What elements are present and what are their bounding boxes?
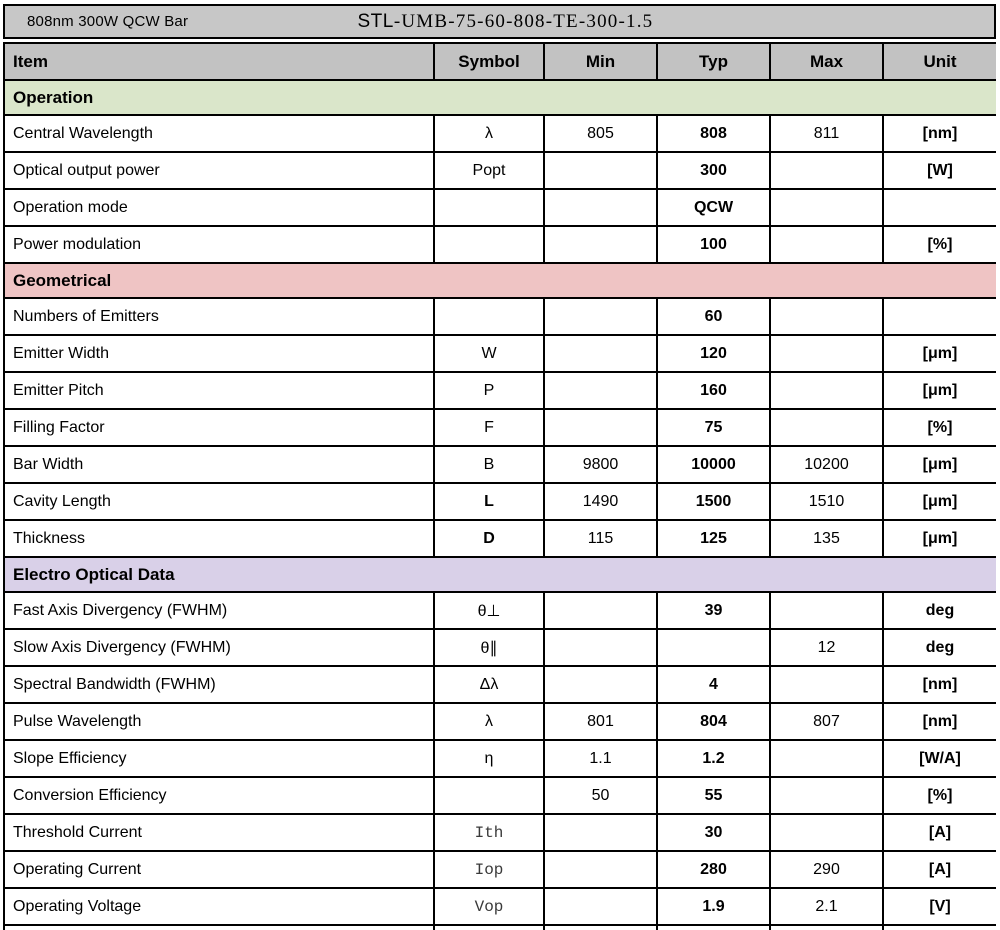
col-header-unit: Unit: [883, 43, 996, 80]
cell-max: 2.1: [770, 888, 883, 925]
cell-unit: [μm]: [883, 446, 996, 483]
section-label: Geometrical: [4, 263, 996, 298]
cell-typ: 1.9: [657, 888, 770, 925]
cell-item: Fast Axis Divergency (FWHM): [4, 592, 434, 629]
cell-symbol: Iop: [434, 851, 544, 888]
cell-symbol: Vop: [434, 888, 544, 925]
cell-unit: [μm]: [883, 372, 996, 409]
cell-typ: 280: [657, 851, 770, 888]
col-header-typ: Typ: [657, 43, 770, 80]
cell-symbol: [434, 777, 544, 814]
cell-min: [544, 814, 657, 851]
cell-max: [770, 189, 883, 226]
spec-row: [4, 335, 996, 372]
cell-symbol: Ith: [434, 814, 544, 851]
cell-unit: [883, 189, 996, 226]
cell-max: [770, 925, 883, 930]
cell-symbol: P: [434, 372, 544, 409]
cell-item: Cavity Length: [4, 483, 434, 520]
cell-typ: 808: [657, 115, 770, 152]
col-header-max: Max: [770, 43, 883, 80]
cell-min: [544, 335, 657, 372]
cell-typ: 39: [657, 592, 770, 629]
cell-symbol: Popt: [434, 152, 544, 189]
cell-unit: [883, 298, 996, 335]
cell-max: 12: [770, 629, 883, 666]
cell-typ: 1.2: [657, 740, 770, 777]
cell-max: 10200: [770, 446, 883, 483]
model-prefix: STL: [357, 10, 394, 32]
cell-min: 1490: [544, 483, 657, 520]
cell-symbol: W: [434, 335, 544, 372]
spec-row: [4, 483, 996, 520]
cell-typ: 120: [657, 335, 770, 372]
cell-typ: 160: [657, 372, 770, 409]
cell-item: Threshold Current: [4, 814, 434, 851]
spec-row: [4, 666, 996, 703]
cell-item: Pulse Wavelength: [4, 703, 434, 740]
cell-max: [770, 226, 883, 263]
cell-symbol: B: [434, 446, 544, 483]
cell-unit: deg: [883, 592, 996, 629]
cell-unit: [μm]: [883, 335, 996, 372]
cell-min: [544, 409, 657, 446]
cell-unit: [883, 925, 996, 930]
cell-typ: 60: [657, 298, 770, 335]
spec-table: [3, 42, 996, 930]
cell-max: [770, 335, 883, 372]
cell-min: [544, 152, 657, 189]
cell-symbol: D: [434, 520, 544, 557]
cell-symbol: [434, 298, 544, 335]
spec-row: [4, 777, 996, 814]
cell-unit: [nm]: [883, 703, 996, 740]
cell-item: Power modulation: [4, 226, 434, 263]
product-name: 808nm 300W QCW Bar: [27, 13, 189, 30]
cell-item: Filling Factor: [4, 409, 434, 446]
cell-typ: 100: [657, 226, 770, 263]
spec-row: [4, 372, 996, 409]
cell-min: [544, 925, 657, 930]
cell-max: 1510: [770, 483, 883, 520]
spec-row: [4, 592, 996, 629]
cell-unit: [A]: [883, 814, 996, 851]
cell-unit: [A]: [883, 851, 996, 888]
spec-row: [4, 888, 996, 925]
cell-symbol: [434, 925, 544, 930]
cell-max: [770, 814, 883, 851]
cell-unit: [W/A]: [883, 740, 996, 777]
cell-min: [544, 851, 657, 888]
cell-item: Optical output power: [4, 152, 434, 189]
model-number: [357, 11, 653, 33]
cell-symbol: η: [434, 740, 544, 777]
cell-typ: 125: [657, 520, 770, 557]
spec-row: [4, 740, 996, 777]
col-header-min: Min: [544, 43, 657, 80]
cell-max: [770, 666, 883, 703]
cell-item: Slow Axis Divergency (FWHM): [4, 629, 434, 666]
column-header-row: [4, 43, 996, 80]
cell-symbol: L: [434, 483, 544, 520]
cell-min: [544, 666, 657, 703]
cell-unit: [%]: [883, 226, 996, 263]
cell-max: [770, 592, 883, 629]
model-suffix: -UMB-75-60-808-TE-300-1.5: [393, 10, 654, 32]
cell-item: Emitter Pitch: [4, 372, 434, 409]
cell-item: Emitter Width: [4, 335, 434, 372]
cell-item: Spectral Bandwidth (FWHM): [4, 666, 434, 703]
spec-row: [4, 152, 996, 189]
cell-symbol: [434, 226, 544, 263]
cell-unit: [W]: [883, 152, 996, 189]
cell-min: [544, 189, 657, 226]
spec-row: [4, 520, 996, 557]
cell-unit: [μm]: [883, 483, 996, 520]
cell-min: [544, 298, 657, 335]
cell-min: 805: [544, 115, 657, 152]
cell-max: [770, 372, 883, 409]
cell-typ: [657, 925, 770, 930]
cell-symbol: F: [434, 409, 544, 446]
cell-max: [770, 409, 883, 446]
cell-max: 807: [770, 703, 883, 740]
cell-min: [544, 592, 657, 629]
spec-row: [4, 189, 996, 226]
cell-min: 801: [544, 703, 657, 740]
cell-unit: [%]: [883, 777, 996, 814]
cell-min: 50: [544, 777, 657, 814]
cell-symbol: [434, 189, 544, 226]
cell-item: Numbers of Emitters: [4, 298, 434, 335]
cell-item: Thickness: [4, 520, 434, 557]
cell-typ: QCW: [657, 189, 770, 226]
spec-row: [4, 703, 996, 740]
cell-unit: [nm]: [883, 115, 996, 152]
cell-typ: 1500: [657, 483, 770, 520]
section-header-row: [4, 263, 996, 298]
spec-row: [4, 226, 996, 263]
cell-item: Operating Voltage: [4, 888, 434, 925]
cell-max: 135: [770, 520, 883, 557]
cell-symbol: λ: [434, 703, 544, 740]
datasheet: [3, 4, 996, 930]
cell-typ: 30: [657, 814, 770, 851]
section-header-row: [4, 80, 996, 115]
cell-symbol: θ∥: [434, 629, 544, 666]
cell-max: [770, 777, 883, 814]
cell-min: 115: [544, 520, 657, 557]
cell-item: Bar Width: [4, 446, 434, 483]
spec-row: [4, 629, 996, 666]
col-header-symbol: Symbol: [434, 43, 544, 80]
cell-unit: [μm]: [883, 520, 996, 557]
spec-row: [4, 851, 996, 888]
cell-typ: 10000: [657, 446, 770, 483]
cell-typ: 4: [657, 666, 770, 703]
cell-symbol: θ⊥: [434, 592, 544, 629]
cell-item: [4, 925, 434, 930]
cell-item: Conversion Efficiency: [4, 777, 434, 814]
cell-max: 290: [770, 851, 883, 888]
cell-typ: 75: [657, 409, 770, 446]
cell-min: [544, 226, 657, 263]
cell-min: [544, 372, 657, 409]
cell-item: Central Wavelength: [4, 115, 434, 152]
cell-item: Slope Efficiency: [4, 740, 434, 777]
cell-min: 1.1: [544, 740, 657, 777]
cell-min: [544, 629, 657, 666]
cell-unit: [nm]: [883, 666, 996, 703]
cell-symbol: λ: [434, 115, 544, 152]
cell-max: [770, 152, 883, 189]
cell-max: 811: [770, 115, 883, 152]
section-label: Operation: [4, 80, 996, 115]
spec-row: [4, 925, 996, 930]
cell-min: 9800: [544, 446, 657, 483]
title-bar: [3, 4, 996, 39]
cell-unit: [%]: [883, 409, 996, 446]
cell-typ: 300: [657, 152, 770, 189]
cell-item: Operating Current: [4, 851, 434, 888]
spec-row: [4, 298, 996, 335]
cell-unit: [V]: [883, 888, 996, 925]
cell-symbol: Δλ: [434, 666, 544, 703]
cell-min: [544, 888, 657, 925]
section-header-row: [4, 557, 996, 592]
cell-typ: 804: [657, 703, 770, 740]
cell-typ: 55: [657, 777, 770, 814]
spec-row: [4, 814, 996, 851]
col-header-item: Item: [4, 43, 434, 80]
cell-item: Operation mode: [4, 189, 434, 226]
section-label: Electro Optical Data: [4, 557, 996, 592]
spec-row: [4, 446, 996, 483]
cell-unit: deg: [883, 629, 996, 666]
spec-row: [4, 115, 996, 152]
spec-row: [4, 409, 996, 446]
cell-max: [770, 298, 883, 335]
cell-max: [770, 740, 883, 777]
cell-typ: [657, 629, 770, 666]
